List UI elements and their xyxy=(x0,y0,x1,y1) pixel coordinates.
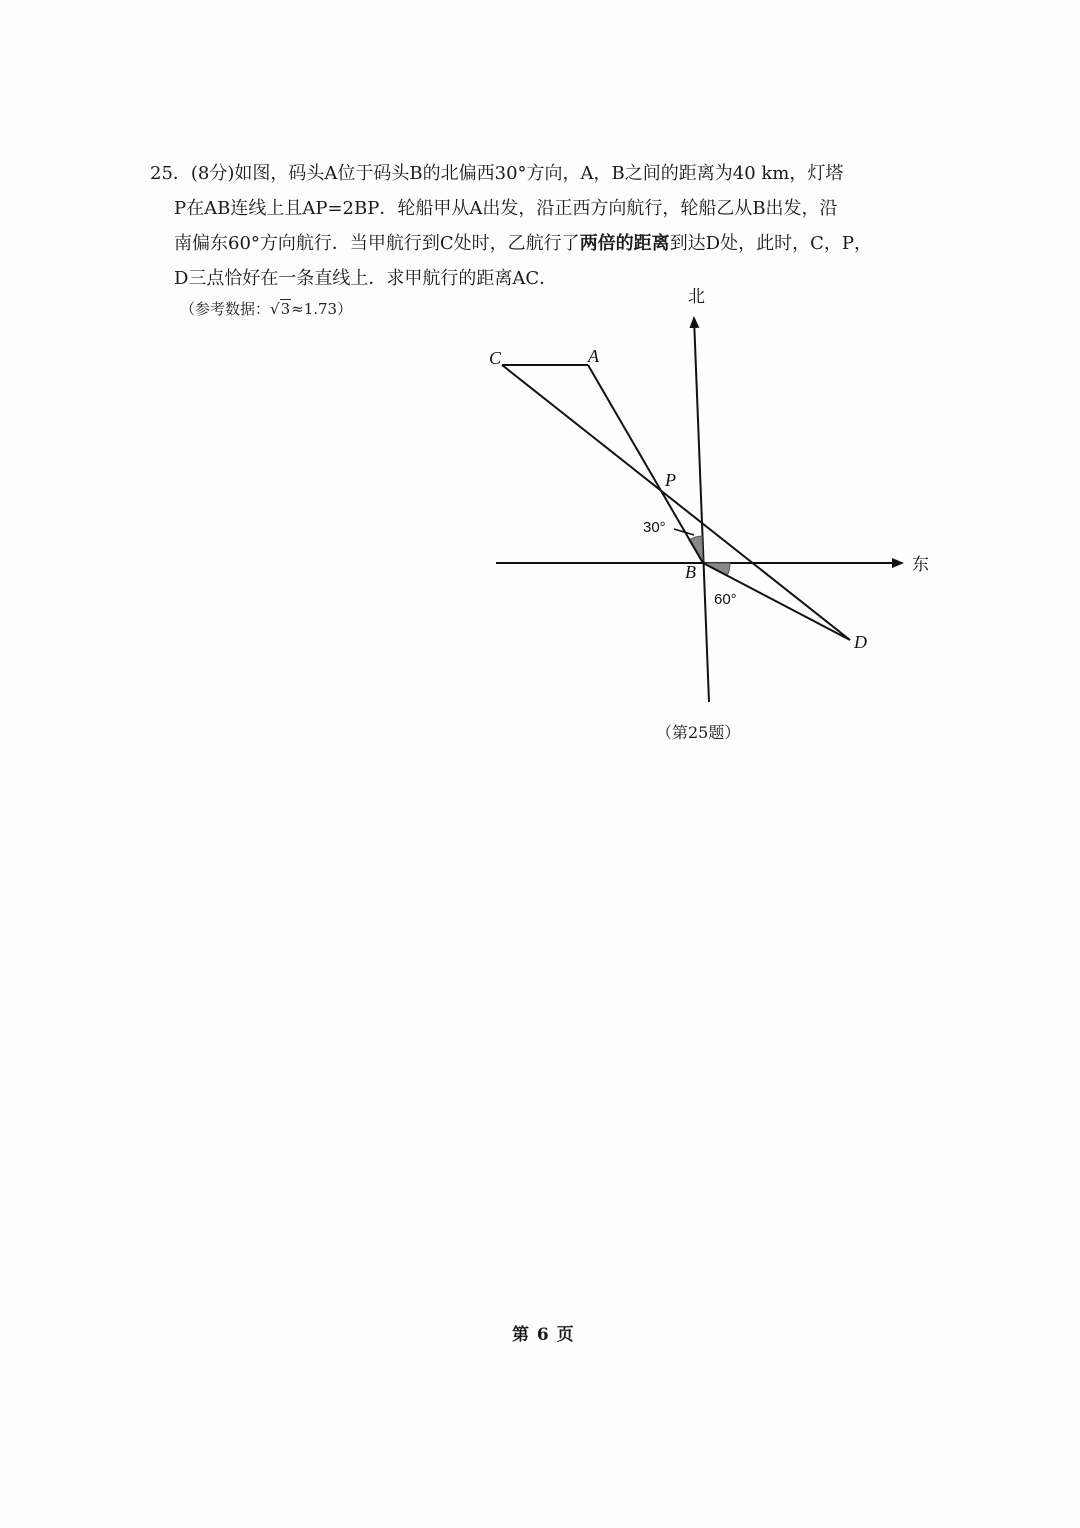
label-B: B xyxy=(685,562,696,582)
problem-text-4: D三点恰好在一条直线上．求甲航行的距离AC． xyxy=(174,268,558,289)
reference-prefix: （参考数据： xyxy=(180,300,271,318)
figure-caption: （第25题） xyxy=(656,723,741,742)
label-angle-30: 30° xyxy=(643,519,666,536)
problem-text-3b: 到达D处，此时，C，P， xyxy=(669,233,873,254)
sqrt-radicand: 3 xyxy=(280,300,291,318)
north-axis xyxy=(694,318,709,702)
label-east: 东 xyxy=(912,555,929,575)
segment-CD xyxy=(502,365,850,640)
problem-text-3-bold: 两倍的距离 xyxy=(579,233,670,254)
sqrt-symbol: √3 xyxy=(270,300,291,318)
label-D: D xyxy=(854,632,867,652)
label-P: P xyxy=(665,470,676,490)
label-angle-60: 60° xyxy=(714,591,737,608)
page-number: 第 6 页 xyxy=(512,1325,575,1345)
problem-text-2: P在AB连线上且AP=2BP．轮船甲从A出发，沿正西方向航行，轮船乙从B出发，沿 xyxy=(174,198,838,219)
problem-text-1: 25．(8分)如图，码头A位于码头B的北偏西30°方向，A，B之间的距离为40 km，灯塔 xyxy=(150,163,844,184)
label-C: C xyxy=(489,348,502,368)
problem-text-3a: 南偏东60°方向航行．当甲航行到C处时，乙航行了 xyxy=(174,233,580,254)
label-north: 北 xyxy=(688,287,705,307)
label-A: A xyxy=(588,346,599,366)
reference-suffix: ≈1.73） xyxy=(291,300,353,318)
